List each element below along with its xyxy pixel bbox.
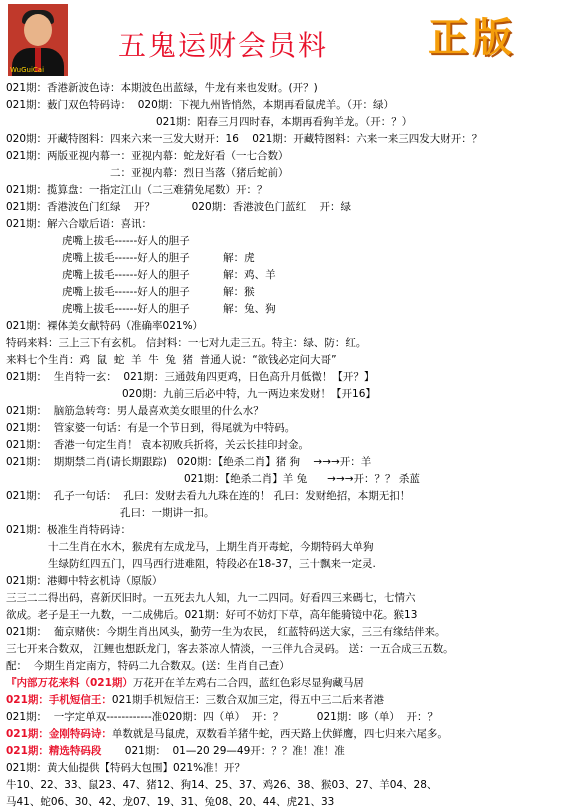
header bbox=[0, 0, 574, 80]
text-line: 二：亚视内幕：烈日当落（猪后蛇前） bbox=[110, 167, 289, 179]
text-line: 021期：香港波色门红绿 开？ 020期：香港波色门蓝红 开：绿 bbox=[6, 201, 351, 213]
highlight-label: 021期：精选特码段 bbox=[6, 745, 102, 757]
text-line: 虎嘴上拔毛------好人的胆子 bbox=[62, 235, 190, 247]
text-line: 欲成。老子是王一九数，一二成佛后。021期：好可不妨灯下草，高年能骑镜中花。猴13 bbox=[6, 609, 418, 621]
highlight-label: 『内部万花来料（021期） bbox=[6, 677, 133, 689]
avatar-tag: WuGuiCai bbox=[10, 66, 45, 74]
text-line: 来料七个生肖：鸡 鼠 蛇 羊 牛 兔 猪 普通人说：“欲钱必定问大哥” bbox=[6, 354, 337, 366]
highlight-label: 021期：手机短信王： bbox=[6, 694, 112, 706]
text-line: 021期：港卿中特玄机诗（原版） bbox=[6, 575, 163, 587]
genuine-badge: 正版 bbox=[428, 14, 516, 61]
text-line: 021期：黄大仙提供【特码大包围】021%准！开？ bbox=[6, 762, 246, 774]
line-text: 单数就是马鼠虎，双数看羊猪牛蛇，西天路上伏鲜鹰，四七归来六尾多。 bbox=[111, 728, 448, 740]
text-line: 020期：开藏特图料：四来六来一三发大财开：16 021期：开藏特图料：六来一来三四发大财开：？ bbox=[6, 133, 483, 145]
text-line: 020期：九前三后必中特，九一两边来发财！【开16】 bbox=[122, 388, 376, 400]
text-line bbox=[6, 692, 384, 709]
text-line: 021期： 期期禁二肖(请长期跟踪) 020期：【绝杀二肖】猪 狗 →→→开：羊 bbox=[6, 456, 372, 468]
text-line: 021期： 葡京赌侠：今期生肖出风头，勤劳一生为农民， 红蓝特码送大家，三三有缘结伴来。 bbox=[6, 626, 446, 638]
page-title: 五鬼运财会员料 bbox=[118, 29, 329, 62]
text-line: 虎嘴上拔毛------好人的胆子 解：猴 bbox=[62, 286, 255, 298]
text-line: 021期： 孔子一句话： 孔曰：发财去看九九珠在连的！ 孔曰：发财绝招，本期无扣！ bbox=[6, 490, 411, 502]
text-line: 三七开来合数双， 江鲤也想跃龙门，客去茶凉人情淡，一三伴九合灵码。 送：一五合成三五数。 bbox=[6, 643, 454, 655]
text-line: 021期：香港新波色诗：本期波色出蓝绿，牛龙有来也发财。(开？) bbox=[6, 82, 318, 94]
text-line: 021期： 香港一句定生肖！ 袁本初败兵折将，关云长挂印封金。 bbox=[6, 439, 310, 451]
text-line: 虎嘴上拔毛------好人的胆子 解：兔、狗 bbox=[62, 303, 276, 315]
text-line bbox=[6, 743, 345, 760]
text-line: 孔曰：一期讲一扣。 bbox=[120, 507, 215, 519]
text-line: 生绿防红四五门，四马西行进难阻，特段必在18-37，三十飘来一定灵. bbox=[48, 558, 376, 570]
text-line: 特码来料：三上三下有玄机。 信封料：一七对九走三五。特主：绿、防：红。 bbox=[6, 337, 367, 349]
text-line: 021期：薮门双色特码诗： 020期：下视九州皆悄然，本期再看鼠虎羊。（开：绿） bbox=[6, 99, 395, 111]
text-line: 021期：两版亚视内幕一：亚视内幕：蛇龙好看（一七合数） bbox=[6, 150, 289, 162]
text-line: 021期： 管家婆一句话：有是一个节日到，得尾就为中特码。 bbox=[6, 422, 296, 434]
avatar bbox=[8, 4, 68, 76]
text-line: 021期：解六合歇后语：喜讯： bbox=[6, 218, 153, 230]
text-line bbox=[6, 726, 448, 743]
text-line: 配： 今期生肖定南方，特码二九合数双。(送：生肖自己查） bbox=[6, 660, 290, 672]
text-line: 021期：【绝杀二肖】羊 兔 →→→开：？？ 杀蓝 bbox=[184, 473, 420, 485]
text-line: 021期：裸体美女献特码（准确率021%） bbox=[6, 320, 204, 332]
text-line: 三三二二得出码，喜新厌旧时。一五死去九人知，九一二四同。好看四三来碼七，七情六 bbox=[6, 592, 416, 604]
text-line: 021期：揽算盘：一指定江山（二三难猜免尾数）开：？ bbox=[6, 184, 268, 196]
line-text: 021期： 01—20 29—49开：？？准！准！准 bbox=[101, 745, 345, 757]
text-line: 马41、蛇06、30、42、龙07、19、31、兔08、20、44、虎21、33 bbox=[6, 796, 335, 808]
text-line: 021期： 一字定单双------------准020期：四（单） 开：？ 021期：哆（单） 开：？ bbox=[6, 711, 438, 723]
text-line: 021期：阳春三月四时春，本期再看狗羊龙。（开：？） bbox=[156, 116, 413, 128]
text-line: 021期： 脑筋急转弯：男人最喜欢美女眼里的什么水？ bbox=[6, 405, 264, 417]
text-line bbox=[6, 675, 364, 692]
highlight-label: 021期：金刚特码诗： bbox=[6, 728, 112, 740]
text-line: 虎嘴上拔毛------好人的胆子 解：鸡、羊 bbox=[62, 269, 276, 281]
text-line: 十二生肖在水木，猴虎有左成龙马，上期生肖开毒蛇，今期特码大单狗 bbox=[48, 541, 374, 553]
text-line: 021期：极准生肖特码诗： bbox=[6, 524, 132, 536]
text-line: 虎嘴上拔毛------好人的胆子 解：虎 bbox=[62, 252, 255, 264]
text-line: 牛10、22、33、鼠23、47、猪12、狗14、25、37、鸡26、38、猴03、27、羊04、28、 bbox=[6, 779, 438, 791]
text-line: 021期： 生肖特一玄： 021期：三通鼓角四更鸡，日色高升月低微！【开？】 bbox=[6, 371, 375, 383]
line-text: 万花开在羊左鸡右二合四，蓝红色彩尽显狗藏马居 bbox=[132, 677, 364, 689]
line-text: 021期手机短信王：三数合双加三定，得五中三二后来者港 bbox=[111, 694, 384, 706]
avatar-face bbox=[24, 14, 52, 46]
